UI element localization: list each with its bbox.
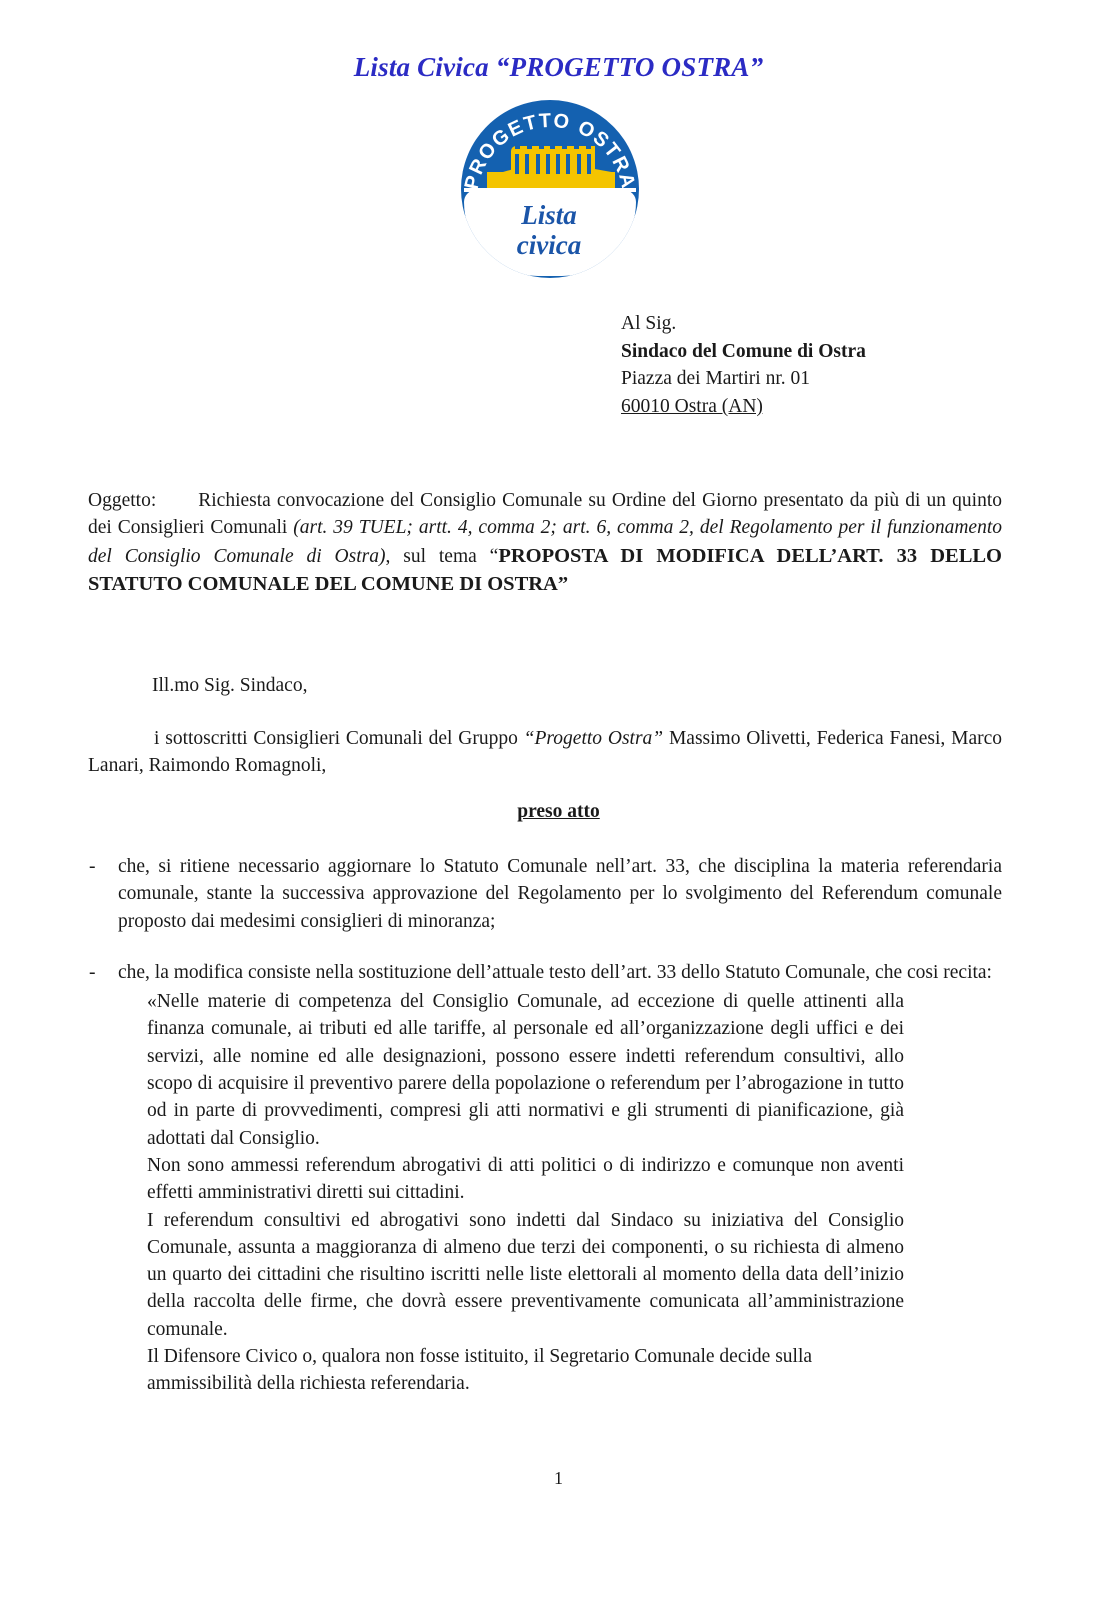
preso-atto-heading xyxy=(0,801,1117,823)
considerations-list xyxy=(88,853,1002,1422)
subject-legal-references: (art. 39 TUEL; artt. 4, comma 2; art. 6, comma 2, del Regolamento per il funzionamento del Consiglio Comunale di Ostra) xyxy=(88,517,1002,567)
subject-label: Oggetto: xyxy=(88,490,157,511)
masthead-title: Lista Civica “PROGETTO OSTRA” xyxy=(353,52,764,82)
quote-paragraph: «Nelle materie di competenza del Consiglio Comunale, ad eccezione di quelle attinenti alla finanza comunale, ai tributi ed alle tariffe, al personale ed all’organizzazione degli uffici e dei servizi, alle nomine ed alle designazioni, possono essere indetti referendum consultivi, allo scopo di acquisire il preventivo parere della popolazione o referendum per l’abrogazione in tutto od in parte di provvedimenti, compresi gli atti normativi e gli strumenti di pianificazione, già adottati dal Consiglio. xyxy=(147,991,904,1149)
quote-paragraph: Il Difensore Civico o, qualora non fosse istituito, il Segretario Comunale decide sulla ammissibilità della richiesta referendaria. xyxy=(147,1346,813,1395)
list-item xyxy=(88,853,1002,935)
subject-text-part-1: Richiesta convocazione del Consiglio Comunale su Ordine del Giorno presentato da più di un quinto dei Consiglieri Comunali xyxy=(88,490,1002,539)
salutation xyxy=(88,672,1002,699)
list-item-marker: - xyxy=(89,856,96,877)
salutation-text: Ill.mo Sig. Sindaco, xyxy=(152,675,308,696)
preso-atto-label: preso atto xyxy=(517,801,600,822)
page-number: 1 xyxy=(554,1468,563,1488)
intro-text-part-1: i sottoscritti Consiglieri Comunali del Gruppo xyxy=(154,728,524,749)
subject-topic-title: PROPOSTA DI MODIFICA DELL’ART. 33 DELLO STATUTO COMUNALE DEL COMUNE DI OSTRA” xyxy=(88,544,1002,596)
address-line-1: Al Sig. xyxy=(621,313,677,334)
subject-paragraph xyxy=(88,487,1002,599)
quote-paragraph: I referendum consultivi ed abrogativi sono indetti dal Sindaco su iniziativa del Consiglio Comunale, assunta a maggioranza di almeno due terzi dei componenti, o su richiesta di almeno un quarto dei cittadini che risultino iscritti nelle liste elettorali al momento della data dell’inizio della raccolta delle firme, che dovrà essere preventivamente comunicata all’amministrazione comunale. xyxy=(147,1209,904,1340)
list-item-marker: - xyxy=(89,961,96,983)
address-line-4: 60010 Ostra (AN) xyxy=(621,396,763,418)
address-line-2: Sindaco del Comune di Ostra xyxy=(621,340,866,362)
logo-lista-label: Lista xyxy=(521,200,577,230)
list-item-text: che, si ritiene necessario aggiornare lo Statuto Comunale nell’art. 33, che disciplina la materia referendaria comunale, stante la successiva approvazione del Regolamento per lo svolgimento del Referendum comunale proposto dai medesimi consiglieri di minoranza; xyxy=(118,856,1002,932)
quote-paragraph: Non sono ammessi referendum abrogativi di atti politici o di indirizzo e comunque non aventi effetti amministrativi diretti sui cittadini. xyxy=(147,1154,904,1204)
recipient-address-block xyxy=(621,310,1041,421)
list-item-text: che, la modifica consiste nella sostituzione dell’attuale testo dell’art. 33 dello Statuto Comunale, che cosi recita: xyxy=(118,961,992,983)
logo-arc-label: PROGETTO OSTRA xyxy=(461,109,639,192)
masthead xyxy=(0,52,1117,83)
list-item xyxy=(88,959,1002,1398)
address-line-3: Piazza dei Martiri nr. 01 xyxy=(621,368,810,390)
intro-group-name: “Progetto Ostra” xyxy=(523,728,664,749)
progetto-ostra-logo xyxy=(453,98,645,280)
subject-text-part-2: , sul tema “ xyxy=(385,545,499,567)
logo-civica-label: civica xyxy=(516,230,582,260)
statute-quote-block xyxy=(147,988,904,1397)
signatories-paragraph xyxy=(88,725,1002,780)
intro-text-part-2: Massimo Olivetti, Federica Fanesi, Marco Lanari, Raimondo Romagnoli, xyxy=(88,728,1003,777)
